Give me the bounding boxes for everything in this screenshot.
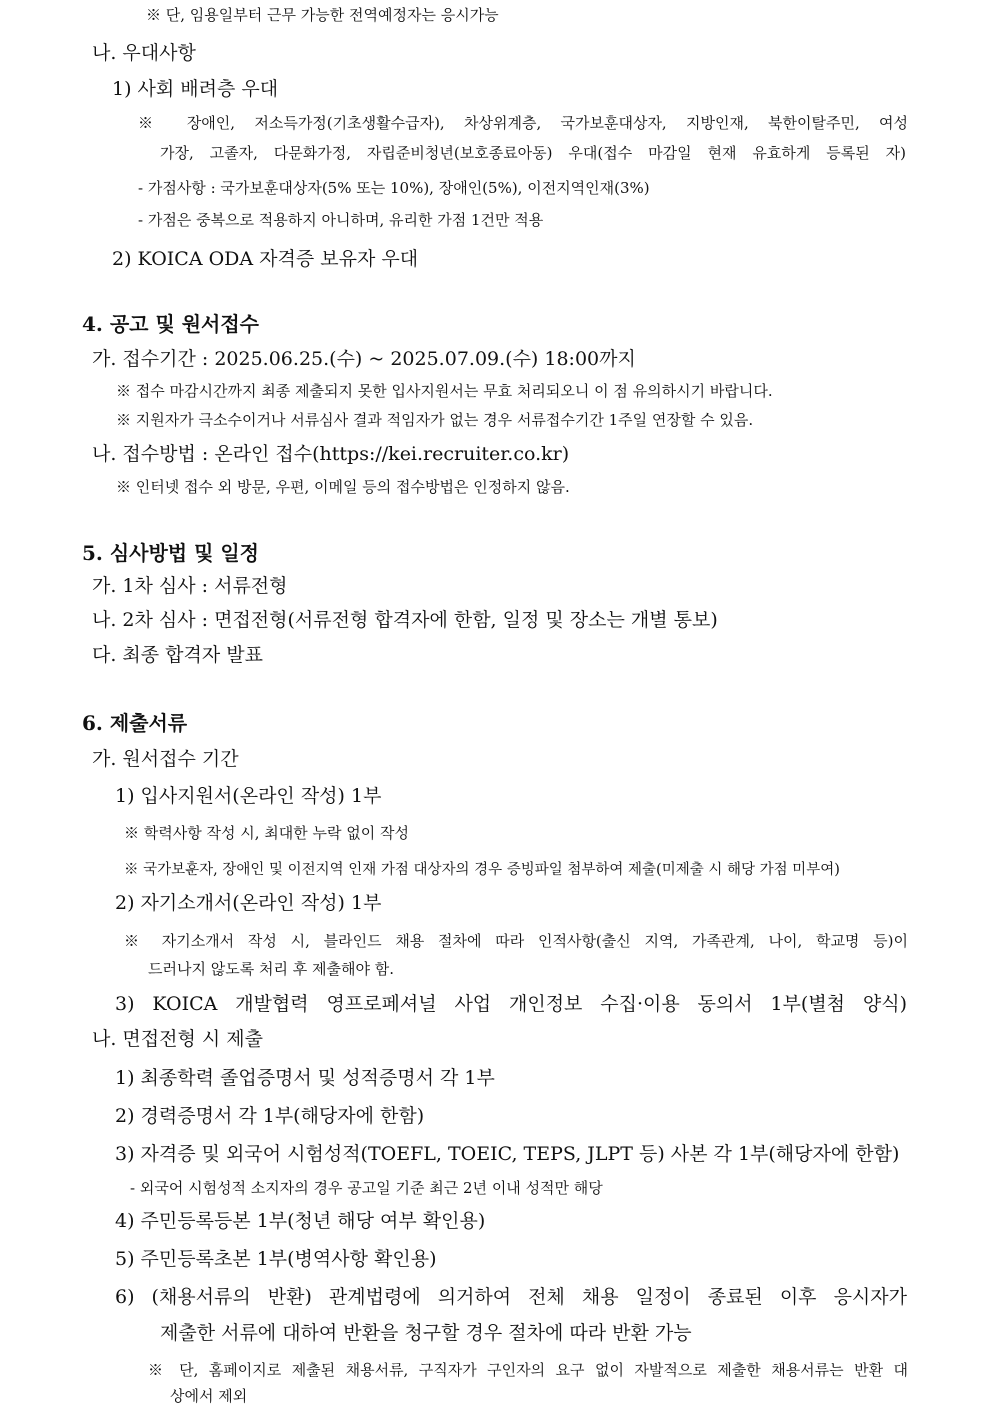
detail-line: - 가점은 중복으로 적용하지 아니하며, 유리한 가점 1건만 적용 [138, 211, 544, 229]
item-line: 5) 주민등록초본 1부(병역사항 확인용) [115, 1248, 437, 1270]
note-line: ※ 접수 마감시간까지 최종 제출되지 못한 입사지원서는 무효 처리되오니 이 점 유의하시기 바랍니다. [116, 382, 773, 400]
item-line: 2) 경력증명서 각 1부(해당자에 한함) [115, 1105, 425, 1127]
item-line: 1) 최종학력 졸업증명서 및 성적증명서 각 1부 [115, 1067, 495, 1089]
subsection-heading: 나. 우대사항 [92, 42, 196, 64]
subsection-heading: 가. 1차 심사 : 서류전형 [92, 575, 288, 597]
subsection-heading: 다. 최종 합격자 발표 [92, 644, 263, 666]
item-line: 2) KOICA ODA 자격증 보유자 우대 [112, 248, 419, 270]
item-line: 6) (채용서류의 반환) 관계법령에 의거하여 전체 채용 일정이 종료된 이후 응시자가 [115, 1286, 907, 1308]
note-line: ※ 국가보훈자, 장애인 및 이전지역 인재 가점 대상자의 경우 증빙파일 첨부하여 제출(미제출 시 해당 가점 미부여) [124, 862, 840, 878]
note-line: ※ 인터넷 접수 외 방문, 우편, 이메일 등의 접수방법은 인정하지 않음. [116, 478, 570, 496]
item-line: 1) 사회 배려층 우대 [112, 78, 279, 100]
section-heading: 5. 심사방법 및 일정 [82, 541, 260, 565]
item-line: 3) KOICA 개발협력 영프로페셔널 사업 개인정보 수집·이용 동의서 1부(별첨 양식) [115, 993, 907, 1015]
note-line: ※ 학력사항 작성 시, 최대한 누락 없이 작성 [124, 824, 409, 842]
subsection-heading: 나. 2차 심사 : 면접전형(서류전형 합격자에 한함, 일정 및 장소는 개별 통보) [92, 609, 718, 631]
item-line: 2) 자기소개서(온라인 작성) 1부 [115, 892, 382, 914]
note-line: ※ 단, 홈페이지로 제출된 채용서류, 구직자가 구인자의 요구 없이 자발적으로 제출한 채용서류는 반환 대 [148, 1361, 908, 1379]
note-line: ※ 지원자가 극소수이거나 서류심사 결과 적임자가 없는 경우 서류접수기간 1주일 연장할 수 있음. [116, 411, 754, 429]
subsection-heading: 나. 면접전형 시 제출 [92, 1028, 263, 1050]
item-line: 4) 주민등록등본 1부(청년 해당 여부 확인용) [115, 1210, 486, 1232]
note-line: ※ 단, 임용일부터 근무 가능한 전역예정자는 응시가능 [146, 6, 499, 24]
note-line: ※ 장애인, 저소득가정(기초생활수급자), 차상위계층, 국가보훈대상자, 지방인재, 북한이탈주민, 여성 [138, 114, 908, 132]
note-line: 가장, 고졸자, 다문화가정, 자립준비청년(보호종료아동) 우대(접수 마감일 현재 유효하게 등록된 자) [160, 144, 906, 162]
section-heading: 6. 제출서류 [82, 711, 188, 735]
note-line: 상에서 제외 [170, 1387, 248, 1405]
item-line: 1) 입사지원서(온라인 작성) 1부 [115, 785, 382, 807]
subsection-heading: 가. 원서접수 기간 [92, 748, 239, 770]
detail-line: - 가점사항 : 국가보훈대상자(5% 또는 10%), 장애인(5%), 이전지역인재(3%) [138, 179, 650, 197]
detail-line: - 외국어 시험성적 소지자의 경우 공고일 기준 최근 2년 이내 성적만 해당 [130, 1179, 603, 1197]
subsection-heading: 나. 접수방법 : 온라인 접수(https://kei.recruiter.co.kr) [92, 443, 570, 465]
item-line: 3) 자격증 및 외국어 시험성적(TOEFL, TOEIC, TEPS, JLPT 등) 사본 각 1부(해당자에 한함) [115, 1143, 900, 1165]
note-line: 드러나지 않도록 처리 후 제출해야 함. [148, 960, 394, 978]
section-heading: 4. 공고 및 원서접수 [82, 312, 260, 336]
note-line: ※ 자기소개서 작성 시, 블라인드 채용 절차에 따라 인적사항(출신 지역, 가족관계, 나이, 학교명 등)이 [124, 932, 908, 950]
item-line: 제출한 서류에 대하여 반환을 청구할 경우 절차에 따라 반환 가능 [160, 1322, 692, 1344]
subsection-heading: 가. 접수기간 : 2025.06.25.(수) ~ 2025.07.09.(수) 18:00까지 [92, 348, 636, 370]
